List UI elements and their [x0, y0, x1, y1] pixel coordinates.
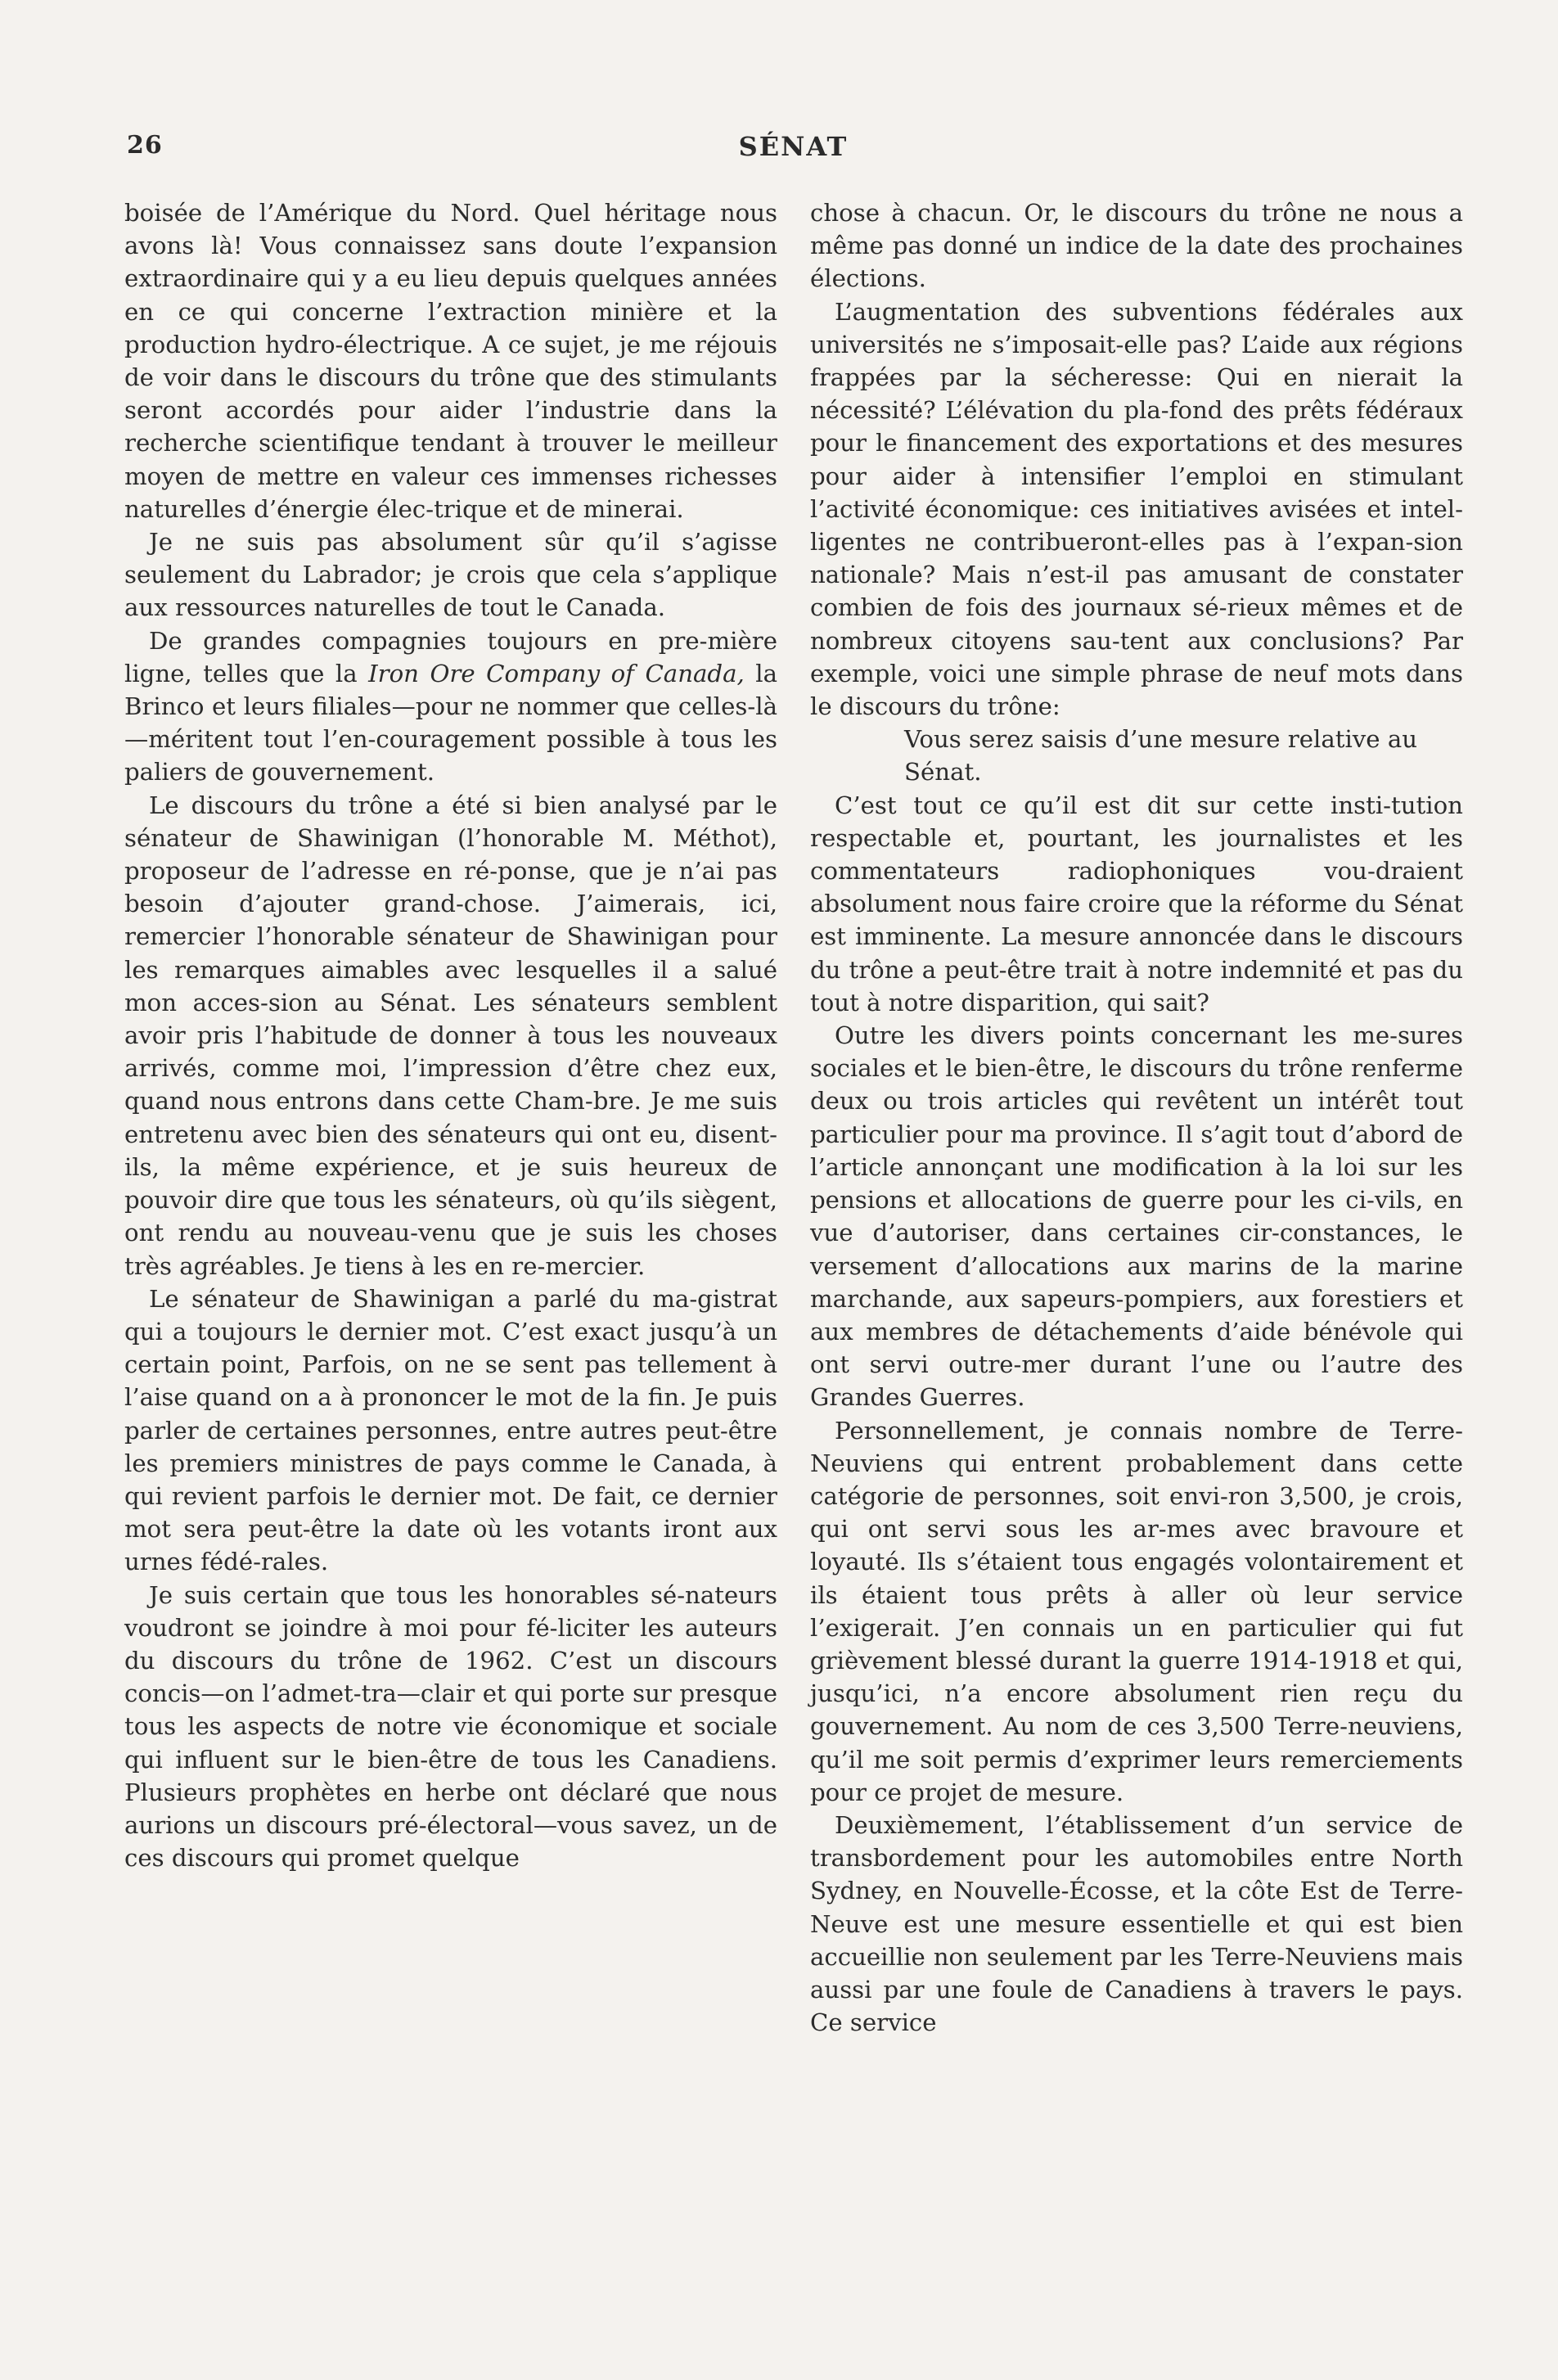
paragraph: chose à chacun. Or, le discours du trône ne nous a même pas donné un indice de la date des prochaines élections.	[810, 199, 1463, 293]
paragraph	[124, 624, 777, 789]
left-column	[124, 196, 777, 1874]
paragraph: Deuxièmement, l’établissement d’un service de transbordement pour les automobiles entre North Sydney, en Nouvelle-Écosse, et la côte Est de Terre-Neuve est une mesure essentielle et qui est bien accueillie non seulement par les Terre-Neuviens mais aussi par une foule de Canadiens à travers le pays. Ce service	[810, 1810, 1463, 2037]
company-name: Iron Ore Company of Canada,	[368, 659, 745, 687]
paragraph: L’augmentation des subventions fédérales aux universités ne s’imposait-elle pas? L’aide aux régions frappées par la sécheresse: Qui en nierait la nécessité? L’élévation du pla-fond des prêts fédéraux pour le financement des exportations et des mesures pour aider à intensifier l’emploi en stimulant l’activité économique: ces initiatives avisées et intel-ligentes ne contribueront-elles pas à l’expan-sion nationale? Mais n’est-il pas amusant de constater combien de fois des journaux sé-rieux mêmes et de nombreux citoyens sau-tent aux conclusions? Par exemple, voici une simple phrase de neuf mots dans le discours du trône:	[810, 297, 1463, 721]
paragraph: Le sénateur de Shawinigan a parlé du ma-gistrat qui a toujours le dernier mot. C’est exact jusqu’à un certain point, Parfois, on ne se sent pas tellement à l’aise quand on a à prononcer le mot de la fin. Je puis parler de certaines personnes, entre autres peut-être les premiers ministres de pays comme le Canada, à qui revient parfois le dernier mot. De fait, ce dernier mot sera peut-être la date où les votants iront aux urnes fédé-rales.	[124, 1284, 777, 1576]
paragraph: Je suis certain que tous les honorables sé-nateurs voudront se joindre à moi pour fé-liciter les auteurs du discours du trône de 1962. C’est un discours concis—on l’admet-tra—clair et qui porte sur presque tous les aspects de notre vie économique et sociale qui influent sur le bien-être de tous les Canadiens. Plusieurs prophètes en herbe ont déclaré que nous aurions un discours pré-électoral—vous savez, un de ces discours qui promet quelque	[124, 1580, 777, 1873]
paragraph: Le discours du trône a été si bien analysé par le sénateur de Shawinigan (l’honorable M. Méthot), proposeur de l’adresse en ré-ponse, que je n’ai pas besoin d’ajouter grand-chose. J’aimerais, ici, remercier l’honorable sénateur de Shawinigan pour les remarques aimables avec lesquelles il a salué mon acces-sion au Sénat. Les sénateurs semblent avoir pris l’habitude de donner à tous les nouveaux arrivés, comme moi, l’impression d’être chez eux, quand nous entrons dans cette Cham-bre. Je me suis entretenu avec bien des sénateurs qui ont eu, disent-ils, la même expérience, et je suis heureux de pouvoir dire que tous les sénateurs, où qu’ils siègent, ont rendu au nouveau-venu que je suis les choses très agréables. Je tiens à les en re-mercier.	[124, 791, 777, 1280]
paragraph-text: la Brinco et leurs filiales—pour ne nommer que celles-là—méritent tout l’en-couragement possible à tous les paliers de gouvernement.	[124, 659, 778, 787]
paragraph-text: De grandes compagnies toujours en pre-mière ligne, telles que la	[124, 626, 777, 687]
page-number: 26	[127, 131, 163, 160]
paragraph: Je ne suis pas absolument sûr qu’il s’agisse seulement du Labrador; je crois que cela s’applique aux ressources naturelles de tout le Canada.	[124, 528, 777, 622]
page-header	[127, 131, 1460, 167]
paragraph: boisée de l’Amérique du Nord. Quel héritage nous avons là! Vous connaissez sans doute l’expansion extraordinaire qui y a eu lieu depuis quelques années en ce qui concerne l’extraction minière et la production hydro-électrique. A ce sujet, je me réjouis de voir dans le discours du trône que des stimulants seront accordés pour aider l’industrie dans la recherche scientifique tendant à trouver le meilleur moyen de mettre en valeur ces immenses richesses naturelles d’énergie élec-trique et de minerai.	[124, 199, 777, 523]
block-quote: Vous serez saisis d’une mesure relative au Sénat.	[904, 725, 1418, 787]
paragraph: Outre les divers points concernant les me-sures sociales et le bien-être, le discours du trône renferme deux ou trois articles qui revêtent un intérêt tout particulier pour ma province. Il s’agit tout d’abord de l’article annonçant une modification à la loi sur les pensions et allocations de guerre pour les ci-vils, en vue d’autoriser, dans certaines cir-constances, le versement d’allocations aux marins de la marine marchande, aux sapeurs-pompiers, aux forestiers et aux membres de détachements d’aide bénévole qui ont servi outre-mer durant l’une ou l’autre des Grandes Guerres.	[810, 1021, 1463, 1412]
right-column	[810, 196, 1463, 2039]
running-head: SÉNAT	[738, 131, 849, 162]
paragraph: C’est tout ce qu’il est dit sur cette insti-tution respectable et, pourtant, les journalistes et les commentateurs radiophoniques vou-draient absolument nous faire croire que la réforme du Sénat est imminente. La mesure annoncée dans le discours du trône a peut-être trait à notre indemnité et pas du tout à notre disparition, qui sait?	[810, 791, 1463, 1016]
paragraph: Personnellement, je connais nombre de Terre-Neuviens qui entrent probablement dans cette catégorie de personnes, soit envi-ron 3,500, je crois, qui ont servi sous les ar-mes avec bravoure et loyauté. Ils s’étaient tous engagés volontairement et ils étaient tous prêts à aller où leur service l’exigerait. J’en connais un en particulier qui fut grièvement blessé durant la guerre 1914-1918 et qui, jusqu’ici, n’a encore absolument rien reçu du gouvernement. Au nom de ces 3,500 Terre-neuviens, qu’il me soit permis d’exprimer leurs remerciements pour ce projet de mesure.	[810, 1416, 1463, 1806]
